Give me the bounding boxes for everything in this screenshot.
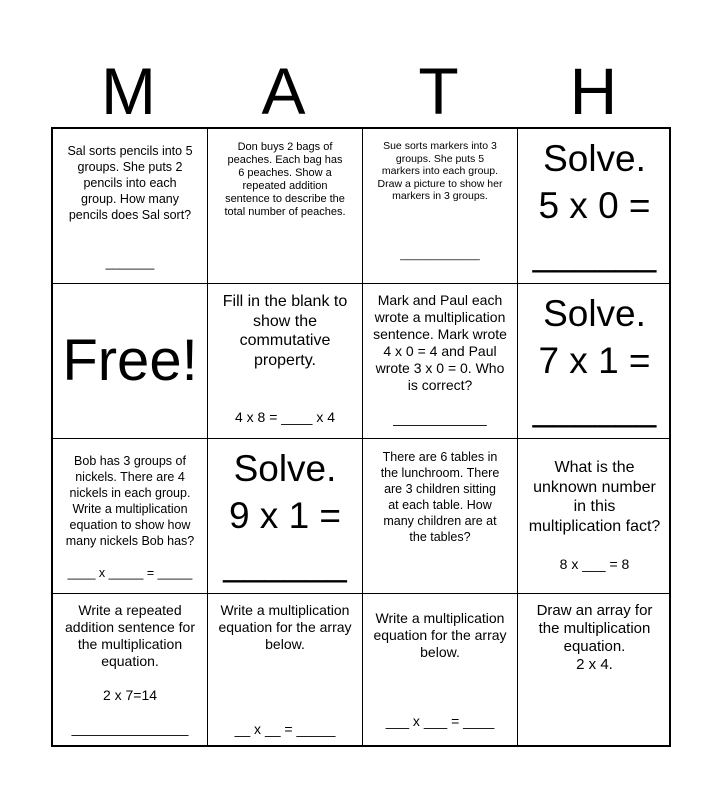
header-letter-t: T	[418, 54, 459, 128]
cell-question: Write a multiplication equation for the array below.	[218, 602, 352, 652]
cell-question: Bob has 3 groups of nickels. There are 4 nickels in each group. Write a multiplication equation to show how many nickels Bob has?	[65, 454, 195, 548]
header-letter-a: A	[261, 54, 306, 128]
bingo-cell-15[interactable]	[363, 594, 518, 747]
bingo-cell-12[interactable]	[518, 439, 671, 594]
free-space: Free!	[62, 328, 198, 393]
cell-question: Draw an array for the multiplication equation. 2 x 4.	[536, 602, 653, 673]
cell-question: What is the unknown number in this multiplication fact?	[528, 459, 661, 535]
cell-question: Mark and Paul each wrote a multiplication sentence. Mark wrote 4 x 0 = 4 and Paul wrote 3 x 0 = 0. Who is correct?	[373, 292, 507, 393]
header-letter-h: H	[569, 54, 618, 128]
cell-answer-line: __ x __ = _____	[234, 721, 336, 737]
bingo-cell-8[interactable]	[518, 284, 671, 439]
cell-question: Don buys 2 bags of peaches. Each bag has 6 peaches. Show a repeated addition sentence to describe the total number of peaches.	[224, 141, 346, 218]
bingo-cell-6[interactable]	[208, 284, 363, 439]
cell-answer-line: _____________	[400, 249, 480, 261]
cell-question: There are 6 tables in the lunchroom. There are 3 children sitting at each table. How many children are at the tables?	[380, 450, 500, 544]
bingo-cell-9[interactable]	[53, 439, 208, 594]
cell-answer-line: 4 x 8 = ____ x 4	[234, 409, 336, 425]
bingo-cell-16[interactable]	[518, 594, 671, 747]
cell-question: Solve. 5 x 0 = ______	[532, 138, 657, 273]
cell-answer-line: ____ x _____ = _____	[67, 566, 193, 580]
cell-question: Write a repeated addition sentence for the multiplication equation. 2 x 7=14	[65, 602, 195, 703]
bingo-cell-14[interactable]	[208, 594, 363, 747]
cell-question: Solve. 7 x 1 = ______	[532, 293, 657, 428]
header-letter-m: M	[101, 54, 156, 128]
cell-answer-line: _______	[105, 256, 155, 270]
cell-answer-line: ____________	[393, 410, 487, 426]
bingo-cell-7[interactable]	[363, 284, 518, 439]
bingo-cell-4[interactable]	[518, 129, 671, 284]
bingo-cell-11[interactable]	[363, 439, 518, 594]
cell-question: Write a multiplication equation for the array below.	[373, 610, 507, 660]
bingo-cell-1[interactable]	[53, 129, 208, 284]
cell-question: Sue sorts markers into 3 groups. She puts 5 markers into each group. Draw a picture to show her markers in 3 groups.	[377, 140, 503, 202]
bingo-board	[51, 127, 671, 747]
cell-answer-line: _______________	[71, 720, 189, 736]
bingo-cell-3[interactable]	[363, 129, 518, 284]
cell-answer-line: ___ x ___ = ____	[385, 713, 495, 729]
bingo-cell-2[interactable]	[208, 129, 363, 284]
cell-question: Fill in the blank to show the commutative property.	[222, 293, 348, 369]
bingo-header	[51, 55, 671, 127]
cell-answer-line: 8 x ___ = 8	[559, 556, 630, 572]
cell-question: Sal sorts pencils into 5 groups. She puts 2 pencils into each group. How many pencils does Sal sort?	[67, 144, 193, 222]
bingo-cell-13[interactable]	[53, 594, 208, 747]
bingo-cell-5[interactable]	[53, 284, 208, 439]
cell-question: Solve. 9 x 1 = ______	[223, 448, 347, 583]
bingo-cell-10[interactable]	[208, 439, 363, 594]
